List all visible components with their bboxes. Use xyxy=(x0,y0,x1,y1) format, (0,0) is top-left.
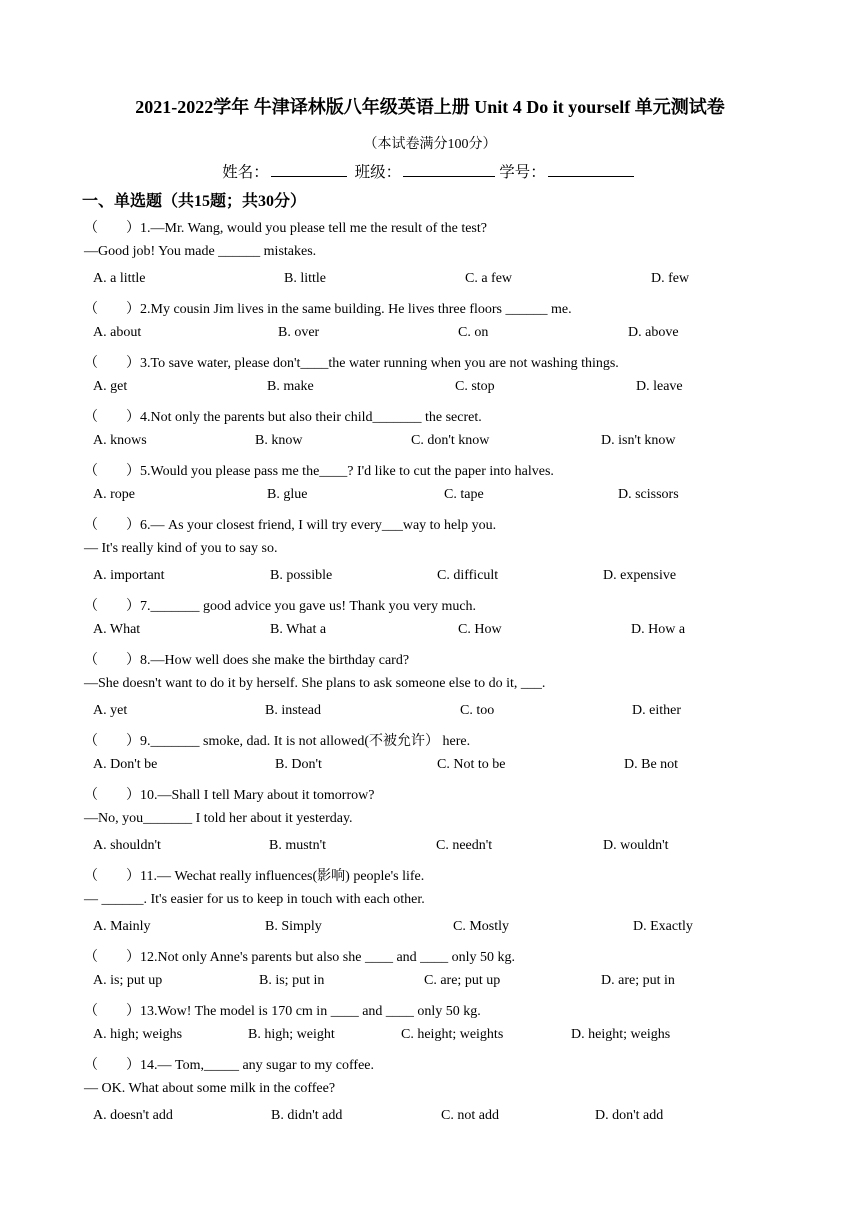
answer-option-a[interactable]: A. Don't be xyxy=(93,757,158,772)
answer-option-b[interactable]: B. Simply xyxy=(265,919,322,934)
answer-option-a[interactable]: A. get xyxy=(93,379,128,394)
answer-option-d[interactable]: D. expensive xyxy=(603,568,677,583)
answer-option-a[interactable]: A. yet xyxy=(93,703,128,718)
answer-option-d[interactable]: D. don't add xyxy=(595,1108,664,1123)
question-stem: （ ）4.Not only the parents but also their child_______ the secret. xyxy=(84,410,482,425)
answer-option-a[interactable]: A. important xyxy=(93,568,165,583)
question-stem: （ ）13.Wow! The model is 170 cm in ____ and ____ only 50 kg. xyxy=(84,1004,481,1019)
answer-option-b[interactable]: B. little xyxy=(284,271,326,286)
answer-option-b[interactable]: B. Don't xyxy=(275,757,322,772)
answer-option-d[interactable]: D. either xyxy=(632,703,681,718)
answer-option-a[interactable]: A. Mainly xyxy=(93,919,151,934)
question-stem: （ ）7._______ good advice you gave us! Thank you very much. xyxy=(84,599,477,614)
answer-option-b[interactable]: B. possible xyxy=(270,568,333,583)
question-stem: （ ）12.Not only Anne's parents but also she ____ and ____ only 50 kg. xyxy=(84,950,516,965)
answer-option-a[interactable]: A. doesn't add xyxy=(93,1108,173,1123)
answer-option-d[interactable]: D. isn't know xyxy=(601,433,676,448)
name-blank xyxy=(271,162,347,177)
score-note: （本试卷满分100分） xyxy=(363,137,497,152)
answer-option-c[interactable]: C. Not to be xyxy=(437,757,506,772)
question-stem: （ ）11.— Wechat really influences(影响) people's life. xyxy=(84,869,425,884)
answer-option-c[interactable]: C. not add xyxy=(441,1108,499,1123)
id-label: 学号： xyxy=(499,164,546,181)
answer-option-d[interactable]: D. Exactly xyxy=(633,919,693,934)
answer-option-c[interactable]: C. stop xyxy=(455,379,495,394)
answer-option-c[interactable]: C. tape xyxy=(444,487,484,502)
answer-option-b[interactable]: B. make xyxy=(267,379,314,394)
question-stem: （ ）9._______ smoke, dad. It is not allowed(不被允许） here. xyxy=(84,734,471,749)
answer-option-a[interactable]: A. about xyxy=(93,325,142,340)
name-label: 姓名： xyxy=(222,164,269,181)
answer-option-a[interactable]: A. a little xyxy=(93,271,146,286)
answer-option-c[interactable]: C. difficult xyxy=(437,568,499,583)
class-blank xyxy=(403,162,495,177)
question-stem: （ ）1.—Mr. Wang, would you please tell me the result of the test? xyxy=(84,221,487,236)
question-dialogue-line: —She doesn't want to do it by herself. She plans to ask someone else to do it, ___. xyxy=(84,676,546,691)
answer-option-d[interactable]: D. Be not xyxy=(624,757,679,772)
answer-option-b[interactable]: B. mustn't xyxy=(269,838,326,853)
answer-option-d[interactable]: D. wouldn't xyxy=(603,838,669,853)
answer-option-b[interactable]: B. didn't add xyxy=(271,1108,343,1123)
question-stem: （ ）3.To save water, please don't____the water running when you are not washing things. xyxy=(84,356,619,371)
answer-option-b[interactable]: B. over xyxy=(278,325,320,340)
answer-option-b[interactable]: B. glue xyxy=(267,487,308,502)
question-stem: （ ）10.—Shall I tell Mary about it tomorrow? xyxy=(84,788,375,803)
answer-option-a[interactable]: A. knows xyxy=(93,433,147,448)
answer-option-c[interactable]: C. on xyxy=(458,325,489,340)
question-dialogue-line: — ______. It's easier for us to keep in touch with each other. xyxy=(84,892,425,907)
answer-option-c[interactable]: C. don't know xyxy=(411,433,490,448)
page-title: 2021-2022学年 牛津译林版八年级英语上册 Unit 4 Do it yourself 单元测试卷 xyxy=(135,97,725,117)
answer-option-d[interactable]: D. height; weighs xyxy=(571,1027,671,1042)
answer-option-c[interactable]: C. too xyxy=(460,703,495,718)
answer-option-b[interactable]: B. high; weight xyxy=(248,1027,335,1042)
section-heading: 一、单选题（共15题；共30分） xyxy=(82,193,307,210)
answer-option-d[interactable]: D. scissors xyxy=(618,487,679,502)
question-dialogue-line: — OK. What about some milk in the coffee? xyxy=(84,1081,336,1096)
question-stem: （ ）5.Would you please pass me the____? I'd like to cut the paper into halves. xyxy=(84,464,554,479)
answer-option-b[interactable]: B. What a xyxy=(270,622,327,637)
question-dialogue-line: — It's really kind of you to say so. xyxy=(84,541,278,556)
answer-option-b[interactable]: B. instead xyxy=(265,703,321,718)
answer-option-b[interactable]: B. is; put in xyxy=(259,973,325,988)
answer-option-c[interactable]: C. a few xyxy=(465,271,513,286)
answer-option-d[interactable]: D. How a xyxy=(631,622,686,637)
answer-option-d[interactable]: D. are; put in xyxy=(601,973,675,988)
answer-option-b[interactable]: B. know xyxy=(255,433,303,448)
answer-option-c[interactable]: C. height; weights xyxy=(401,1027,504,1042)
class-label: 班级： xyxy=(354,164,402,181)
question-stem: （ ）2.My cousin Jim lives in the same building. He lives three floors ______ me. xyxy=(84,302,572,317)
question-dialogue-line: —Good job! You made ______ mistakes. xyxy=(84,244,317,259)
answer-option-c[interactable]: C. Mostly xyxy=(453,919,510,934)
question-stem: （ ）8.—How well does she make the birthday card? xyxy=(84,653,410,668)
answer-option-c[interactable]: C. needn't xyxy=(436,838,493,853)
question-dialogue-line: —No, you_______ I told her about it yesterday. xyxy=(84,811,353,826)
id-blank xyxy=(548,162,634,177)
answer-option-d[interactable]: D. leave xyxy=(636,379,683,394)
answer-option-d[interactable]: D. above xyxy=(628,325,679,340)
answer-option-a[interactable]: A. rope xyxy=(93,487,135,502)
answer-option-a[interactable]: A. high; weighs xyxy=(93,1027,183,1042)
student-info-line xyxy=(0,160,860,182)
question-stem: （ ）14.— Tom,_____ any sugar to my coffee. xyxy=(84,1058,374,1073)
answer-option-d[interactable]: D. few xyxy=(651,271,690,286)
answer-option-c[interactable]: C. How xyxy=(458,622,502,637)
answer-option-a[interactable]: A. is; put up xyxy=(93,973,163,988)
answer-option-a[interactable]: A. What xyxy=(93,622,141,637)
question-stem: （ ）6.— As your closest friend, I will try every___way to help you. xyxy=(84,518,497,533)
answer-option-a[interactable]: A. shouldn't xyxy=(93,838,161,853)
answer-option-c[interactable]: C. are; put up xyxy=(424,973,501,988)
